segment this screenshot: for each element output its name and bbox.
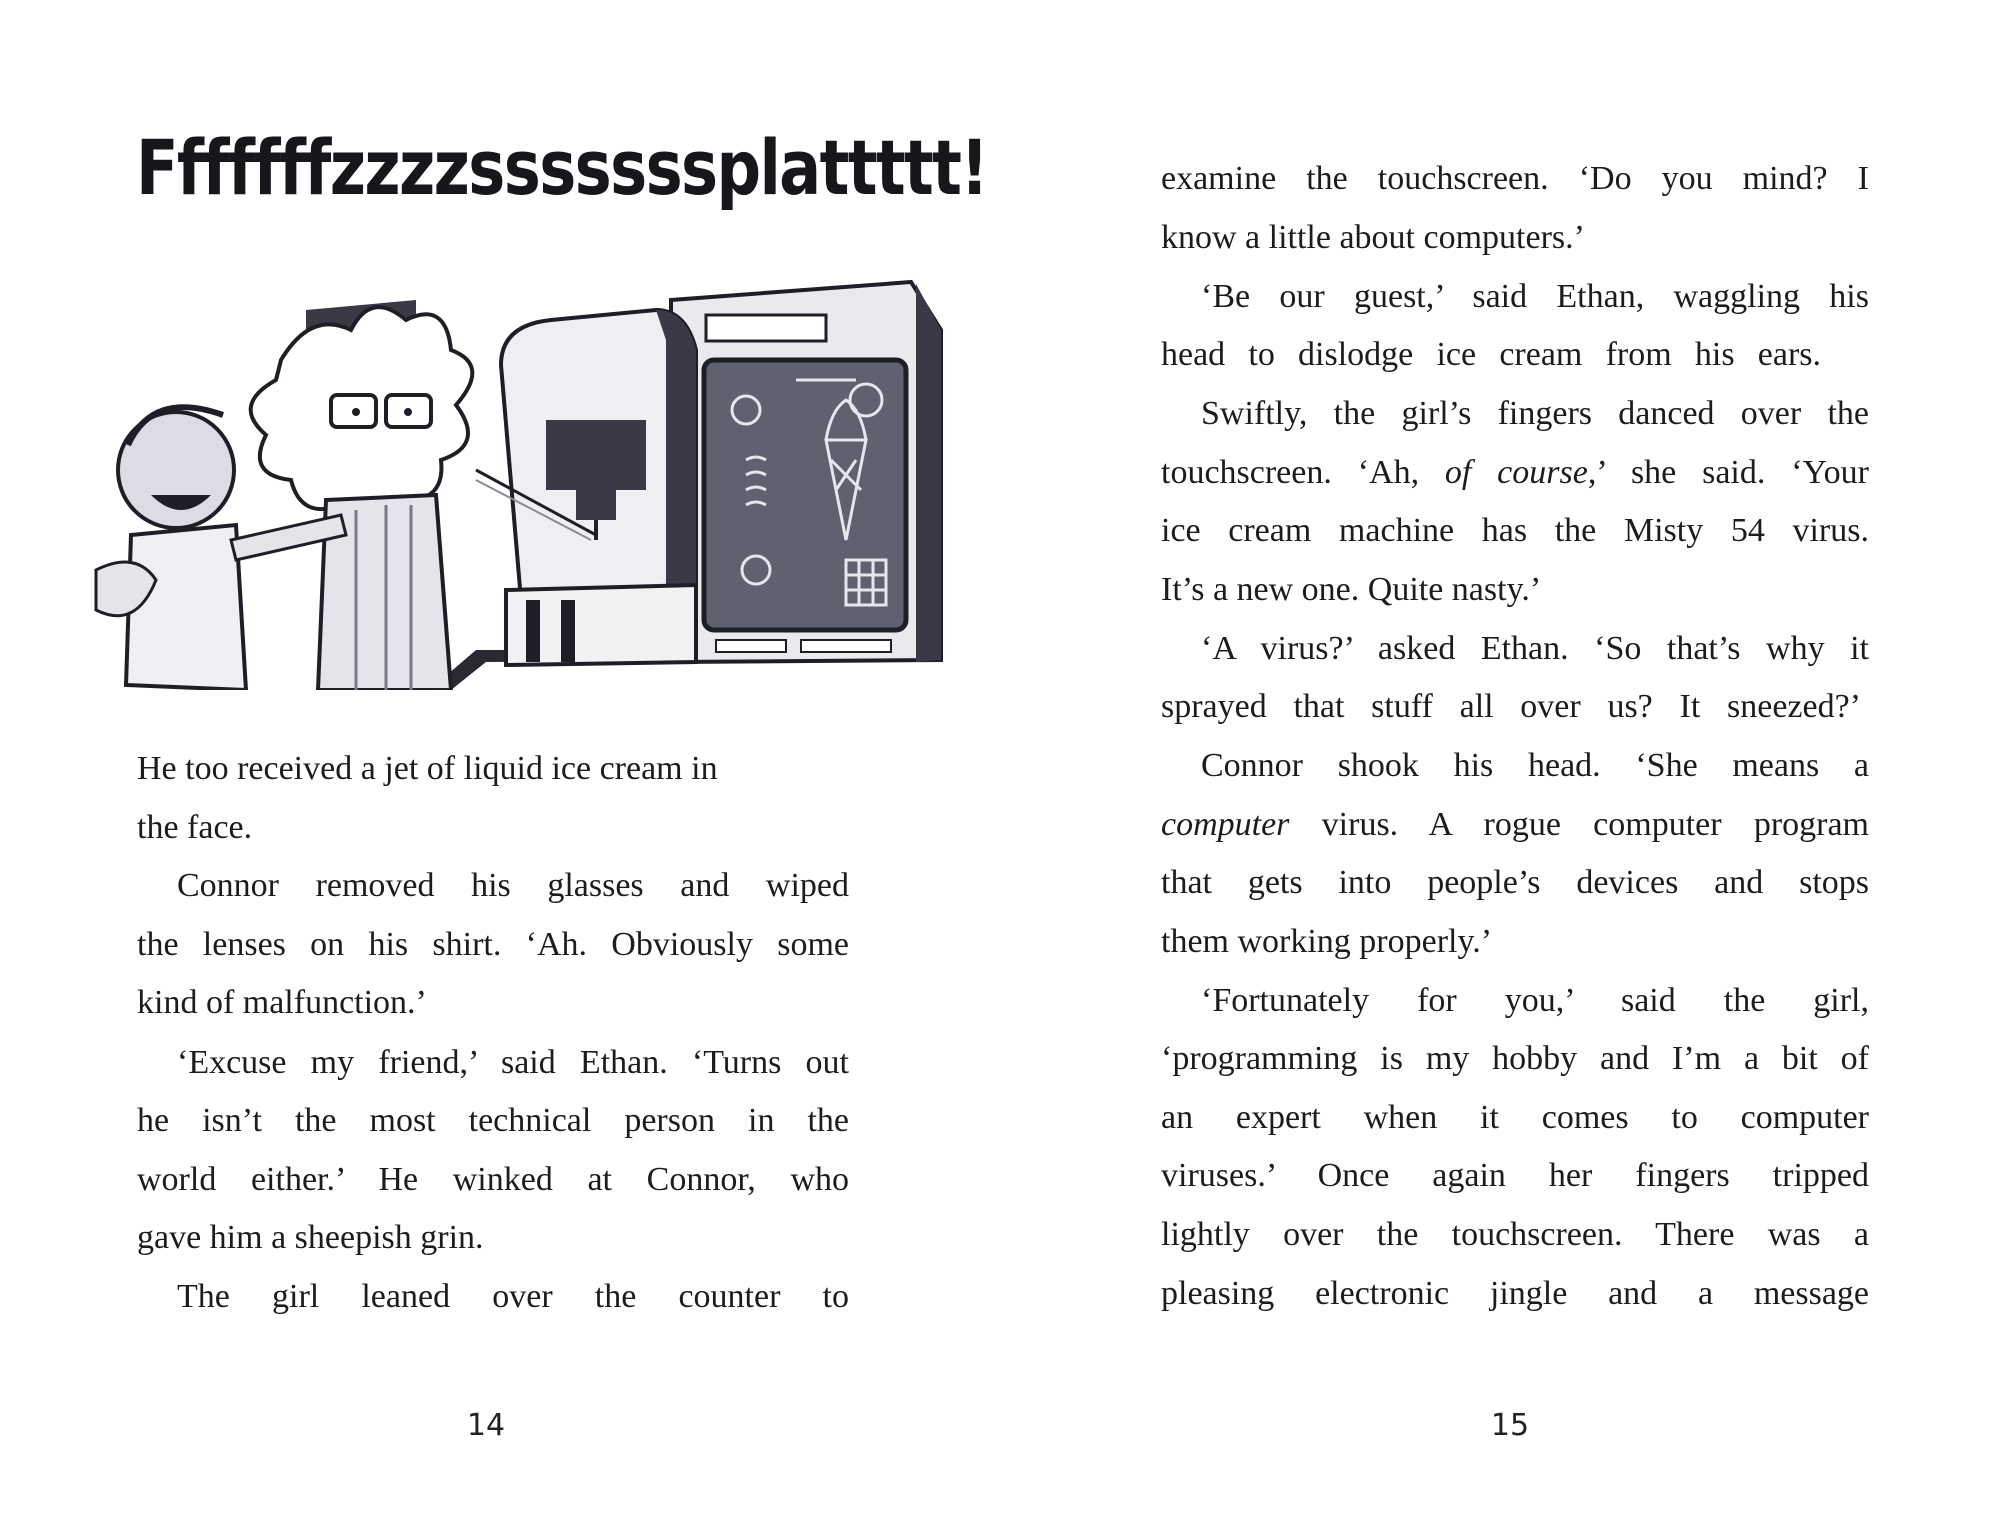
- text-line: ice cream machine has the Misty 54 virus.: [1161, 512, 1869, 549]
- page-number: 14: [466, 1408, 506, 1443]
- text-segment: ,’ she said. ‘Your: [1587, 454, 1869, 491]
- text-line: It’s a new one. Quite nasty.’: [1161, 571, 1542, 608]
- text-line: lightly over the touchscreen. There was a: [1161, 1216, 1869, 1253]
- text-line: Swiftly, the girl’s fingers danced over the: [1201, 395, 1869, 432]
- text-line: know a little about computers.’: [1161, 219, 1585, 256]
- sound-effect-heading: Fffffffzzzzsssssssplattttt!: [136, 123, 988, 212]
- italic-emphasis: computer: [1161, 806, 1290, 843]
- text-line: pleasing electronic jingle and a message: [1161, 1275, 1869, 1312]
- text-line: head to dislodge ice cream from his ears.: [1161, 336, 1821, 373]
- text-line: world either.’ He winked at Connor, who: [137, 1161, 849, 1198]
- text-line: kind of malfunction.’: [137, 984, 427, 1021]
- right-page: [1000, 0, 2000, 1537]
- text-line: [1161, 449, 1869, 497]
- text-line: them working properly.’: [1161, 923, 1493, 960]
- text-line: ‘Excuse my friend,’ said Ethan. ‘Turns out: [177, 1044, 849, 1081]
- text-line: ‘Be our guest,’ said Ethan, waggling his: [1201, 278, 1869, 315]
- text-line: He too received a jet of liquid ice cream in: [137, 750, 718, 787]
- text-segment: virus. A rogue computer program: [1289, 806, 1869, 843]
- text-line: an expert when it comes to computer: [1161, 1099, 1869, 1136]
- text-line: [1161, 801, 1869, 849]
- text-line: ‘A virus?’ asked Ethan. ‘So that’s why it: [1201, 630, 1869, 667]
- text-line: the face.: [137, 809, 253, 846]
- italic-emphasis: of course: [1444, 454, 1588, 491]
- text-line: he isn’t the most technical person in the: [137, 1102, 849, 1139]
- ice-cream-machine-illustration: [56, 270, 956, 690]
- text-line: Connor removed his glasses and wiped: [177, 867, 849, 904]
- text-line: Connor shook his head. ‘She means a: [1201, 747, 1869, 784]
- text-line: sprayed that stuff all over us? It sneezed?’: [1161, 688, 1861, 725]
- text-line: ‘Fortunately for you,’ said the girl,: [1201, 982, 1869, 1019]
- text-line: the lenses on his shirt. ‘Ah. Obviously some: [137, 926, 849, 963]
- text-line: examine the touchscreen. ‘Do you mind? I: [1161, 160, 1869, 197]
- text-line: gave him a sheepish grin.: [137, 1219, 484, 1256]
- text-line: that gets into people’s devices and stops: [1161, 864, 1869, 901]
- text-line: The girl leaned over the counter to: [177, 1278, 849, 1315]
- text-line: ‘programming is my hobby and I’m a bit of: [1161, 1040, 1869, 1077]
- page-number: 15: [1490, 1408, 1530, 1443]
- text-segment: touchscreen. ‘Ah,: [1161, 454, 1445, 491]
- text-line: viruses.’ Once again her fingers tripped: [1161, 1157, 1869, 1194]
